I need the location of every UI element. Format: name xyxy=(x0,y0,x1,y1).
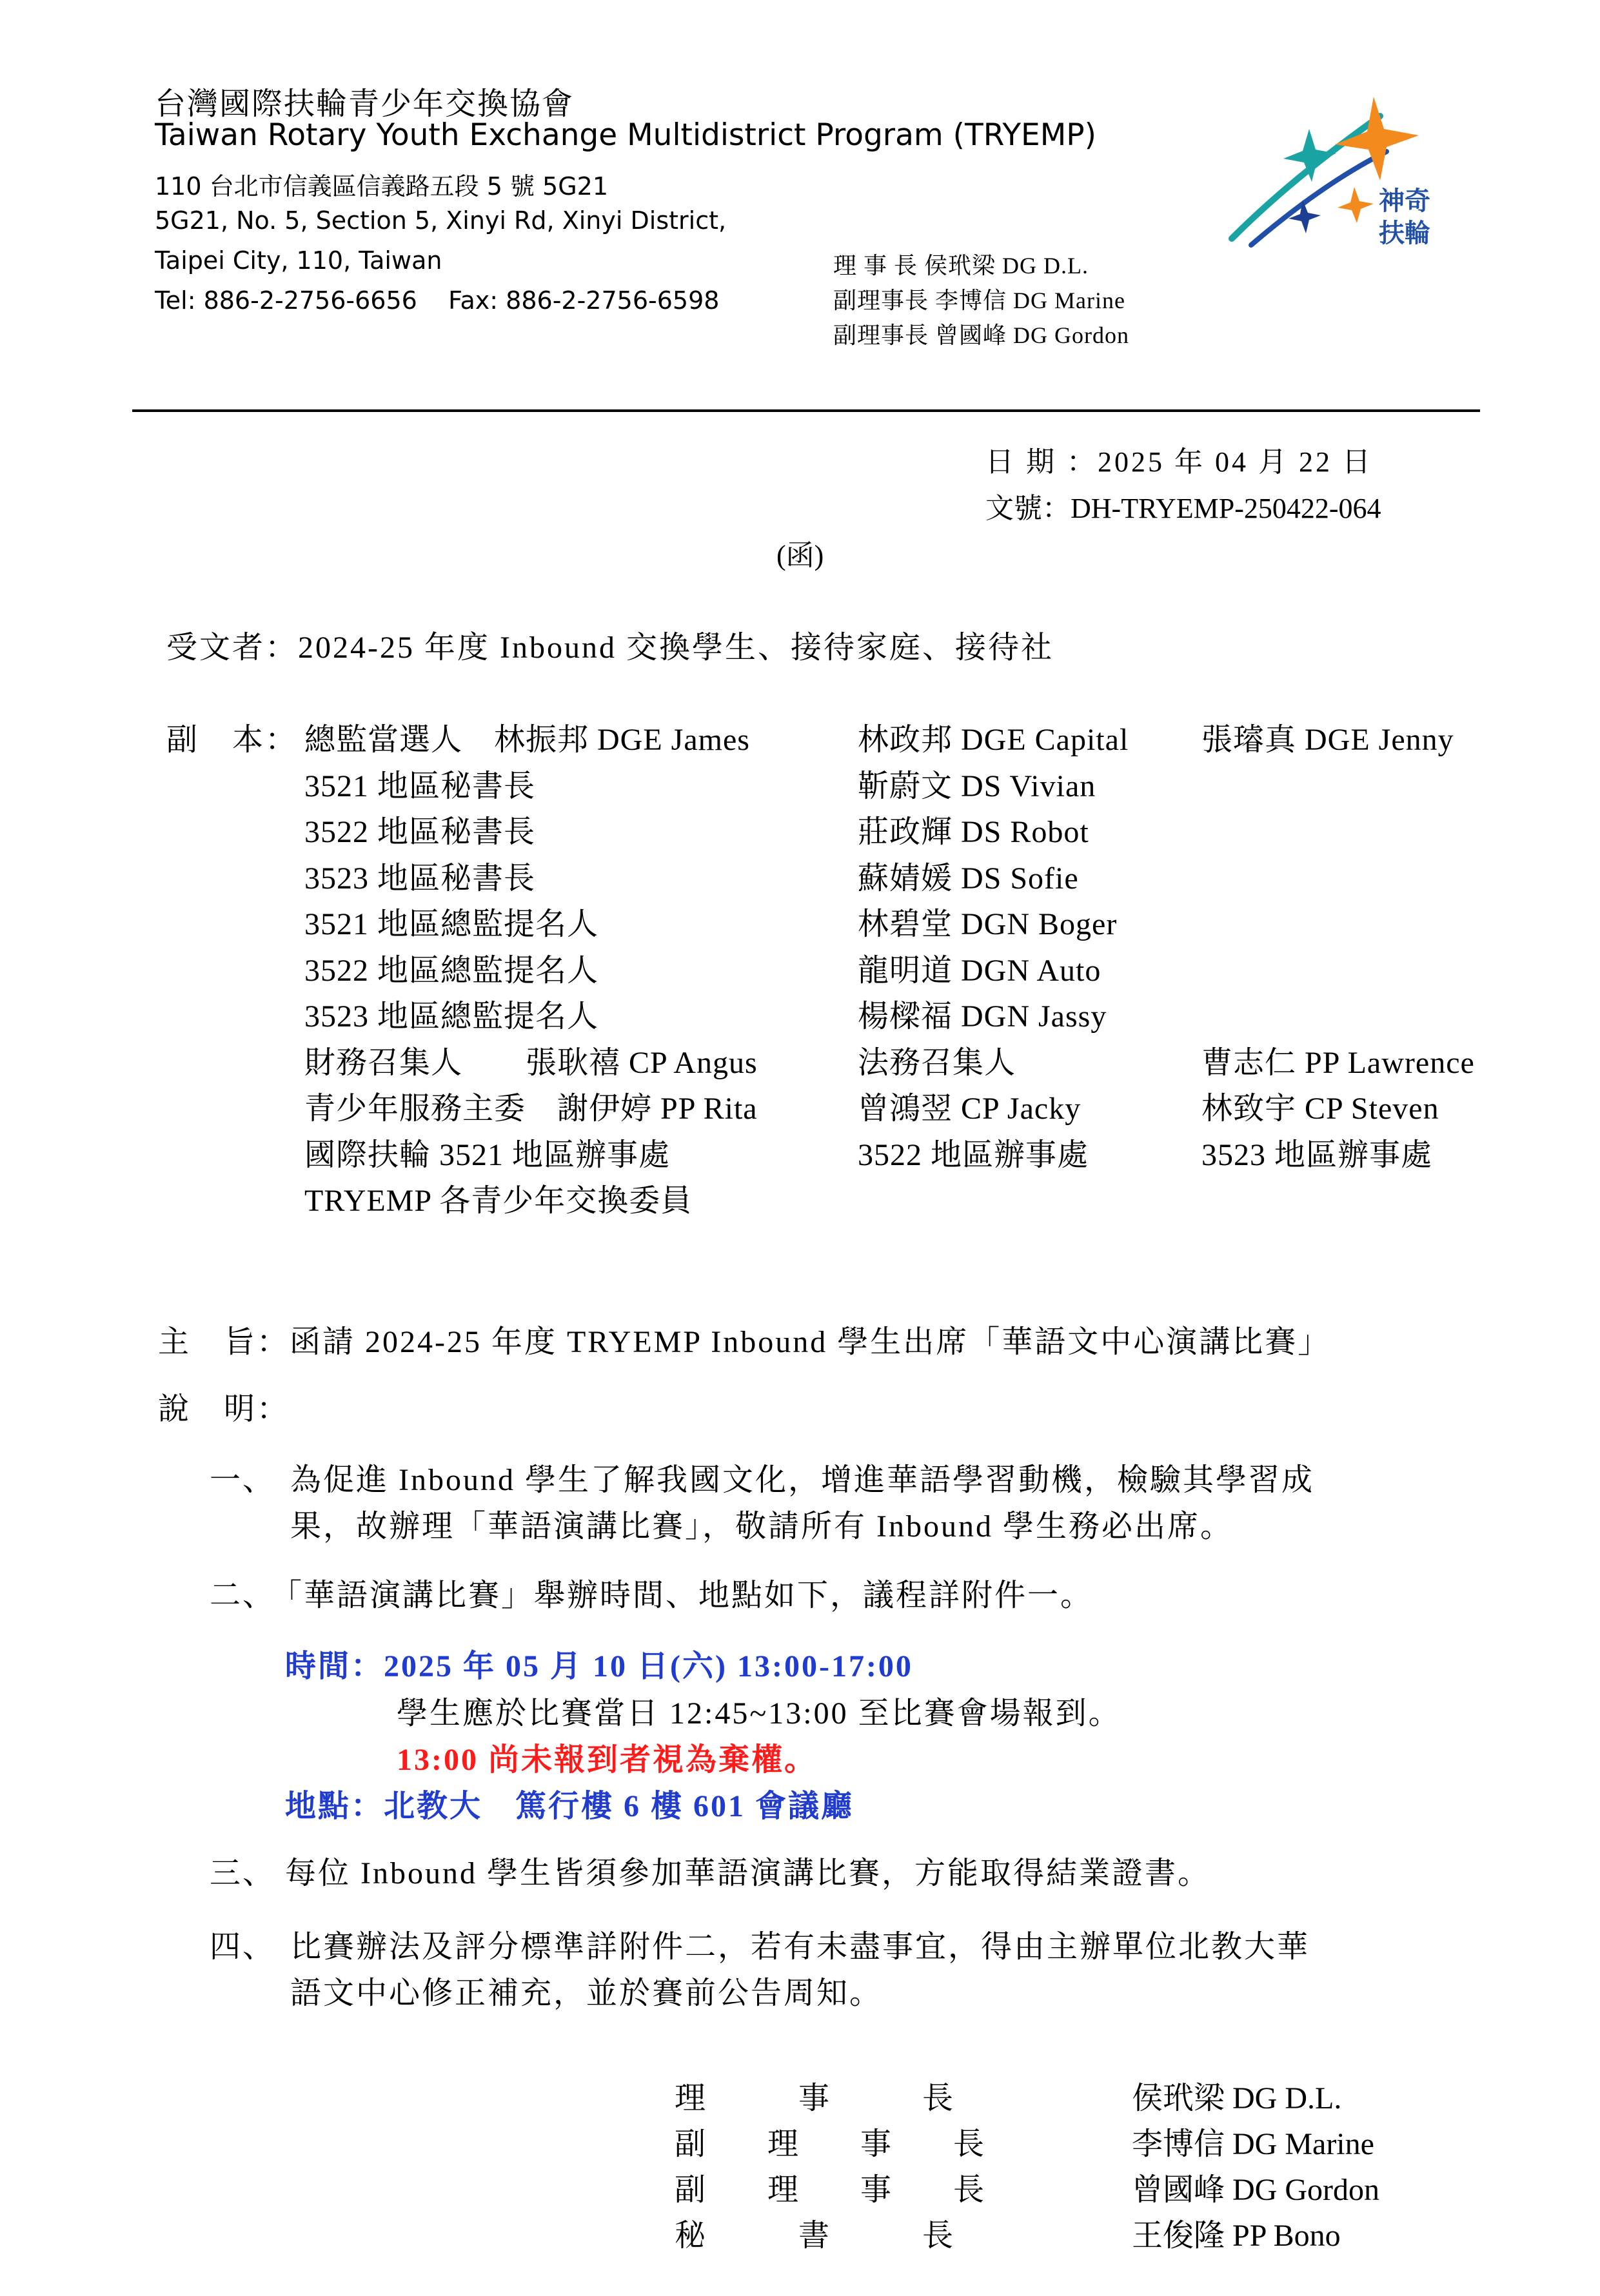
cc-entry: 法務召集人 xyxy=(858,1045,1016,1080)
cc-entry: 楊樑福 DGN Jassy xyxy=(858,999,1107,1034)
org-name-zh: 台灣國際扶輪青少年交換協會 xyxy=(155,87,575,121)
forfeit-warning: 13:00 尚未報到者視為棄權。 xyxy=(397,1743,817,1777)
signature-name-president: 侯玳梁 DG D.L. xyxy=(1132,2081,1342,2115)
document-type: (函) xyxy=(776,540,824,571)
cc-entry: 3521 地區秘書長 xyxy=(304,769,536,803)
cc-entry: TRYEMP 各青少年交換委員 xyxy=(304,1184,693,1218)
signature-name-vp-2: 曾國峰 DG Gordon xyxy=(1132,2173,1379,2207)
address-zh: 110 台北市信義區信義路五段 5 號 5G21 xyxy=(155,172,609,201)
explanation-label: 說 明： xyxy=(158,1392,290,1426)
subject-line: 主 旨：函請 2024-25 年度 TRYEMP Inbound 學生出席「華語文中心演講比賽」 xyxy=(158,1325,1331,1359)
cc-entry: 3522 地區辦事處 xyxy=(858,1137,1089,1172)
cc-entry: 林政邦 DGE Capital xyxy=(858,723,1129,757)
item-1-line-1: 為促進 Inbound 學生了解我國文化，增進華語學習動機，檢驗其學習成 xyxy=(290,1463,1314,1497)
event-time: 時間：2025 年 05 月 10 日(六) 13:00-17:00 xyxy=(285,1649,913,1683)
item-4-line-1: 比賽辦法及評分標準詳附件二，若有未盡事宜，得由主辦單位北教大華 xyxy=(290,1930,1310,1964)
address-en-line-2: Taipei City, 110, Taiwan xyxy=(155,246,442,275)
cc-entry: 蘇婧媛 DS Sofie xyxy=(858,861,1079,896)
cc-entry: 總監當選人 林振邦 DGE James xyxy=(304,723,750,757)
cc-entry: 3522 地區秘書長 xyxy=(304,815,536,849)
signature-title-president: 理 事 長 xyxy=(675,2081,954,2115)
org-name-en: Taiwan Rotary Youth Exchange Multidistrict Program (TRYEMP) xyxy=(155,117,1096,153)
letter-date: 日 期 ：2025 年 04 月 22 日 xyxy=(985,446,1373,478)
cc-entry: 3523 地區辦事處 xyxy=(1201,1137,1433,1172)
recipient-line: 受文者：2024-25 年度 Inbound 交換學生、接待家庭、接待社 xyxy=(166,631,1054,665)
signature-title-secretary: 秘 書 長 xyxy=(675,2219,954,2253)
cc-entry: 3523 地區總監提名人 xyxy=(304,999,599,1034)
cc-entry: 3521 地區總監提名人 xyxy=(304,907,599,941)
item-2-line-1: 「華語演講比賽」舉辦時間、地點如下，議程詳附件一。 xyxy=(271,1578,1094,1613)
item-3-number: 三、 xyxy=(210,1856,276,1890)
signature-title-vp-2: 副 理 事 長 xyxy=(675,2173,985,2207)
cc-entry: 3523 地區秘書長 xyxy=(304,861,536,896)
cc-label: 副 本： xyxy=(166,723,299,757)
check-in-note: 學生應於比賽當日 12:45~13:00 至比賽會場報到。 xyxy=(397,1696,1121,1731)
cc-entry: 林致宇 CP Steven xyxy=(1201,1092,1439,1126)
officer-president: 理 事 長 侯玳梁 DG D.L. xyxy=(833,253,1089,279)
cc-entry: 龍明道 DGN Auto xyxy=(858,953,1101,988)
cc-entry: 3522 地區總監提名人 xyxy=(304,953,599,988)
signature-name-vp-1: 李博信 DG Marine xyxy=(1132,2127,1374,2161)
cc-entry: 曹志仁 PP Lawrence xyxy=(1201,1045,1475,1080)
item-2-number: 二、 xyxy=(210,1578,276,1613)
cc-entry: 張璿真 DGE Jenny xyxy=(1201,723,1454,757)
cc-entry: 國際扶輪 3521 地區辦事處 xyxy=(304,1137,671,1172)
cc-entry: 曾鴻翌 CP Jacky xyxy=(858,1092,1081,1126)
cc-entry: 財務召集人 張耿禧 CP Angus xyxy=(304,1045,758,1080)
item-4-line-2: 語文中心修正補充，並於賽前公告周知。 xyxy=(290,1976,883,2010)
contact-line: Tel: 886-2-2756-6656 Fax: 886-2-2756-6598 xyxy=(155,286,720,315)
logo-text-1: 神奇 xyxy=(1379,186,1430,216)
item-3-line-1: 每位 Inbound 學生皆須參加華語演講比賽，方能取得結業證書。 xyxy=(285,1856,1210,1890)
item-1-number: 一、 xyxy=(210,1463,276,1497)
signature-title-vp-1: 副 理 事 長 xyxy=(675,2127,985,2161)
officer-vp-2: 副理事長 曾國峰 DG Gordon xyxy=(833,322,1129,348)
event-venue: 地點：北教大 篤行樓 6 樓 601 會議廳 xyxy=(285,1789,854,1823)
item-4-number: 四、 xyxy=(210,1930,276,1964)
item-1-line-2: 果，故辦理「華語演講比賽」，敬請所有 Inbound 學生務必出席。 xyxy=(290,1509,1233,1544)
address-en-line-1: 5G21, No. 5, Section 5, Xinyi Rd, Xinyi District, xyxy=(155,206,727,235)
signature-name-secretary: 王俊隆 PP Bono xyxy=(1132,2219,1341,2253)
cc-entry: 靳蔚文 DS Vivian xyxy=(858,769,1096,803)
cc-entry: 林碧堂 DGN Boger xyxy=(858,907,1118,941)
cc-entry: 青少年服務主委 謝伊婷 PP Rita xyxy=(304,1092,758,1126)
document-number: 文號：DH-TRYEMP-250422-064 xyxy=(985,493,1381,524)
logo-text-2: 扶輪 xyxy=(1379,219,1430,248)
officer-vp-1: 副理事長 李博信 DG Marine xyxy=(833,288,1125,313)
cc-entry: 莊政輝 DS Robot xyxy=(858,815,1089,849)
header-divider xyxy=(132,409,1480,412)
